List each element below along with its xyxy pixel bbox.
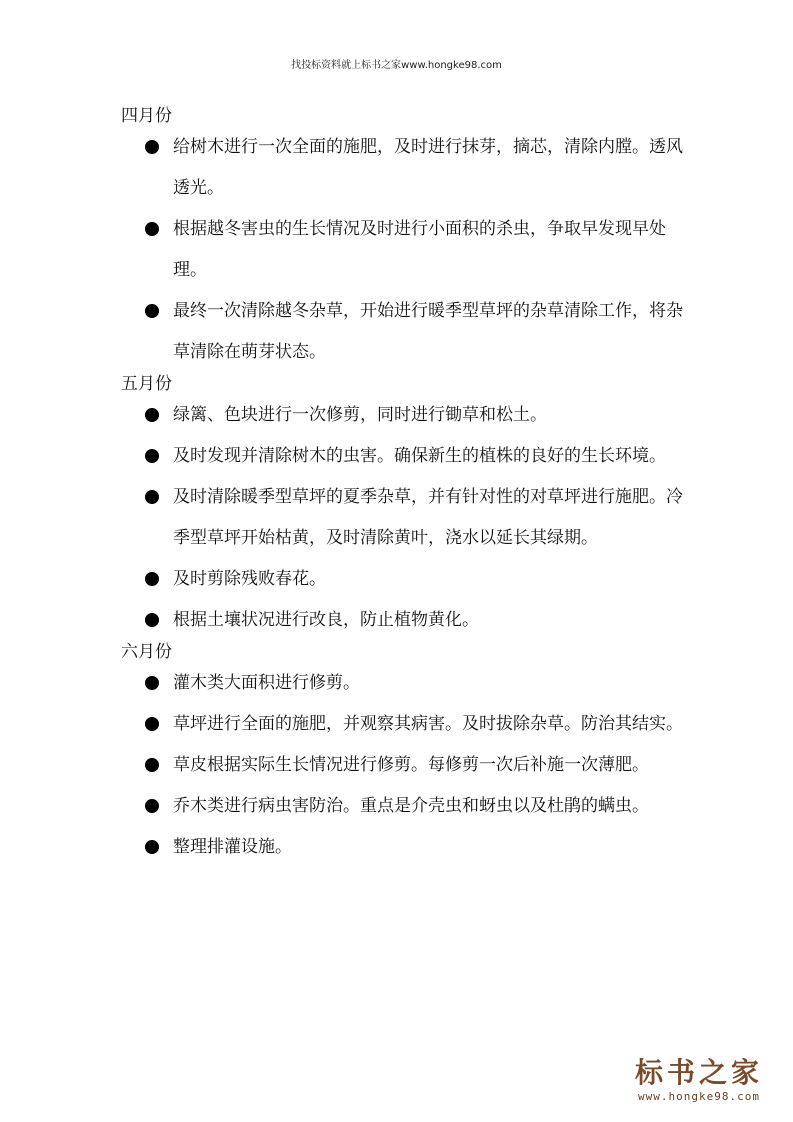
list-item-text: 根据越冬害虫的生长情况及时进行小面积的杀虫，争取早发现早处理。 [173, 219, 666, 280]
bullet-icon [145, 222, 159, 236]
list-item-text: 乔木类进行病虫害防治。重点是介壳虫和蚜虫以及杜鹃的螨虫。 [173, 796, 649, 816]
list-item-text: 及时发现并清除树木的虫害。确保新生的植株的良好的生长环境。 [173, 446, 666, 466]
list-item [121, 477, 693, 559]
list-may [121, 395, 711, 641]
list-item [121, 745, 693, 786]
list-item [121, 127, 693, 209]
list-april [121, 127, 711, 373]
bullet-icon [145, 449, 159, 463]
list-item-text: 灌木类大面积进行修剪。 [173, 673, 360, 693]
list-item-text: 给树木进行一次全面的施肥，及时进行抹芽，摘芯，清除内膛。透风透光。 [173, 137, 683, 198]
list-item [121, 395, 693, 436]
list-june [121, 663, 711, 868]
bullet-icon [145, 717, 159, 731]
list-item [121, 786, 693, 827]
document-body [121, 100, 711, 868]
list-item [121, 291, 693, 373]
logo-url: www.hongke98.com [638, 1090, 760, 1103]
list-item [121, 704, 693, 745]
bullet-icon [145, 408, 159, 422]
bullet-icon [145, 490, 159, 504]
list-item-text: 根据土壤状况进行改良，防止植物黄化。 [173, 610, 479, 630]
list-item [121, 436, 693, 477]
logo-name: 标书之家 [634, 1056, 763, 1089]
list-item [121, 209, 693, 291]
list-item-text: 绿篱、色块进行一次修剪，同时进行锄草和松土。 [173, 405, 547, 425]
bullet-icon [145, 572, 159, 586]
bullet-icon [145, 840, 159, 854]
bullet-icon [145, 676, 159, 690]
bullet-icon [145, 799, 159, 813]
list-item-text: 及时清除暖季型草坪的夏季杂草，并有针对性的对草坪进行施肥。冷季型草坪开始枯黄，及时清除黄叶，浇水以延长其绿期。 [173, 487, 683, 548]
list-item-text: 整理排灌设施。 [173, 837, 292, 857]
page-header: 找投标资料就上标书之家www.hongke98.com [291, 60, 502, 71]
bullet-icon [145, 304, 159, 318]
list-item [121, 559, 693, 600]
section-title-april: 四月份 [121, 106, 172, 126]
list-item-text: 草坪进行全面的施肥，并观察其病害。及时拔除杂草。防治其结实。 [173, 714, 683, 734]
brand-logo [625, 1056, 773, 1112]
list-item-text: 最终一次清除越冬杂草，开始进行暖季型草坪的杂草清除工作，将杂草清除在萌芽状态。 [173, 301, 683, 362]
list-item [121, 663, 693, 704]
section-title-june: 六月份 [121, 642, 172, 662]
bullet-icon [145, 140, 159, 154]
list-item [121, 600, 693, 641]
list-item [121, 827, 693, 868]
list-item-text: 及时剪除残败春花。 [173, 569, 326, 589]
list-item-text: 草皮根据实际生长情况进行修剪。每修剪一次后补施一次薄肥。 [173, 755, 649, 775]
section-title-may: 五月份 [121, 374, 172, 394]
bullet-icon [145, 758, 159, 772]
bullet-icon [145, 613, 159, 627]
